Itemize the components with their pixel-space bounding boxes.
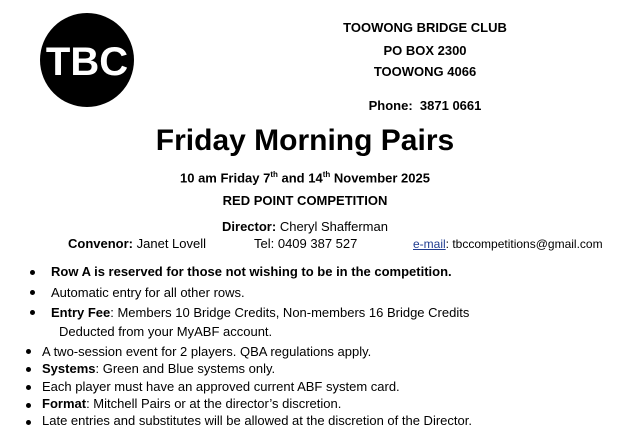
list-item-entry-fee bbox=[51, 305, 469, 320]
phone-line bbox=[300, 98, 550, 113]
list-item-row-a: Row A is reserved for those not wishing to be in the competition. bbox=[51, 264, 452, 279]
list-item-late-entries: Late entries and substitutes will be allowed at the discretion of the Director. bbox=[42, 413, 472, 428]
entry-fee-label: Entry Fee bbox=[51, 305, 111, 320]
bullet-icon bbox=[26, 367, 31, 372]
bullet-icon bbox=[30, 310, 35, 315]
event-date bbox=[0, 170, 610, 185]
suburb: TOOWONG 4066 bbox=[373, 64, 477, 79]
date-middle: and 14 bbox=[277, 170, 323, 186]
entry-fee-text: : Members 10 Bridge Credits, Non-members 16 Bridge Credits bbox=[110, 305, 470, 320]
director-label: Director: bbox=[222, 219, 277, 234]
bullet-icon bbox=[30, 270, 35, 275]
date-sup-2: th bbox=[322, 170, 331, 179]
director-name: Cheryl Shafferman bbox=[279, 219, 388, 234]
convenor-label: Convenor: bbox=[68, 236, 133, 251]
bullet-icon bbox=[26, 420, 31, 425]
convenor-group bbox=[68, 236, 206, 251]
format-label: Format bbox=[42, 396, 87, 411]
list-item-auto-entry: Automatic entry for all other rows. bbox=[51, 285, 245, 300]
bullet-icon bbox=[26, 385, 31, 390]
convenor-name: Janet Lovell bbox=[136, 236, 207, 251]
list-item-systems bbox=[42, 361, 275, 376]
bullet-icon bbox=[26, 403, 31, 408]
systems-label: Systems bbox=[42, 361, 96, 376]
list-item-format bbox=[42, 396, 341, 411]
phone-label: Phone: bbox=[368, 98, 413, 113]
format-text: : Mitchell Pairs or at the director’s discretion. bbox=[86, 396, 342, 411]
club-name: TOOWONG BRIDGE CLUB bbox=[343, 20, 507, 35]
competition-type: RED POINT COMPETITION bbox=[222, 193, 388, 208]
bullet-icon bbox=[26, 349, 31, 354]
bullet-icon bbox=[30, 290, 35, 295]
date-suffix: November 2025 bbox=[330, 170, 430, 186]
tbc-logo-icon bbox=[40, 13, 134, 107]
club-logo bbox=[40, 13, 134, 107]
convenor-tel: Tel: 0409 387 527 bbox=[254, 236, 358, 251]
page-title: Friday Morning Pairs bbox=[155, 124, 455, 157]
systems-text: : Green and Blue systems only. bbox=[95, 361, 276, 376]
po-box: PO BOX 2300 bbox=[383, 43, 467, 58]
date-sup-1: th bbox=[270, 170, 278, 179]
date-prefix: 10 am Friday 7 bbox=[180, 170, 271, 186]
email-link[interactable]: e-mail bbox=[413, 237, 446, 251]
entry-fee-continuation: Deducted from your MyABF account. bbox=[59, 324, 273, 339]
list-item-system-card: Each player must have an approved current ABF system card. bbox=[42, 379, 400, 394]
director-line bbox=[0, 219, 610, 234]
email-value: : tbccompetitions@gmail.com bbox=[445, 237, 603, 251]
list-item-two-session: A two-session event for 2 players. QBA regulations apply. bbox=[42, 344, 372, 359]
phone-value: 3871 0661 bbox=[419, 98, 482, 113]
logo-text: TBC bbox=[45, 40, 129, 84]
convenor-email bbox=[413, 237, 603, 251]
